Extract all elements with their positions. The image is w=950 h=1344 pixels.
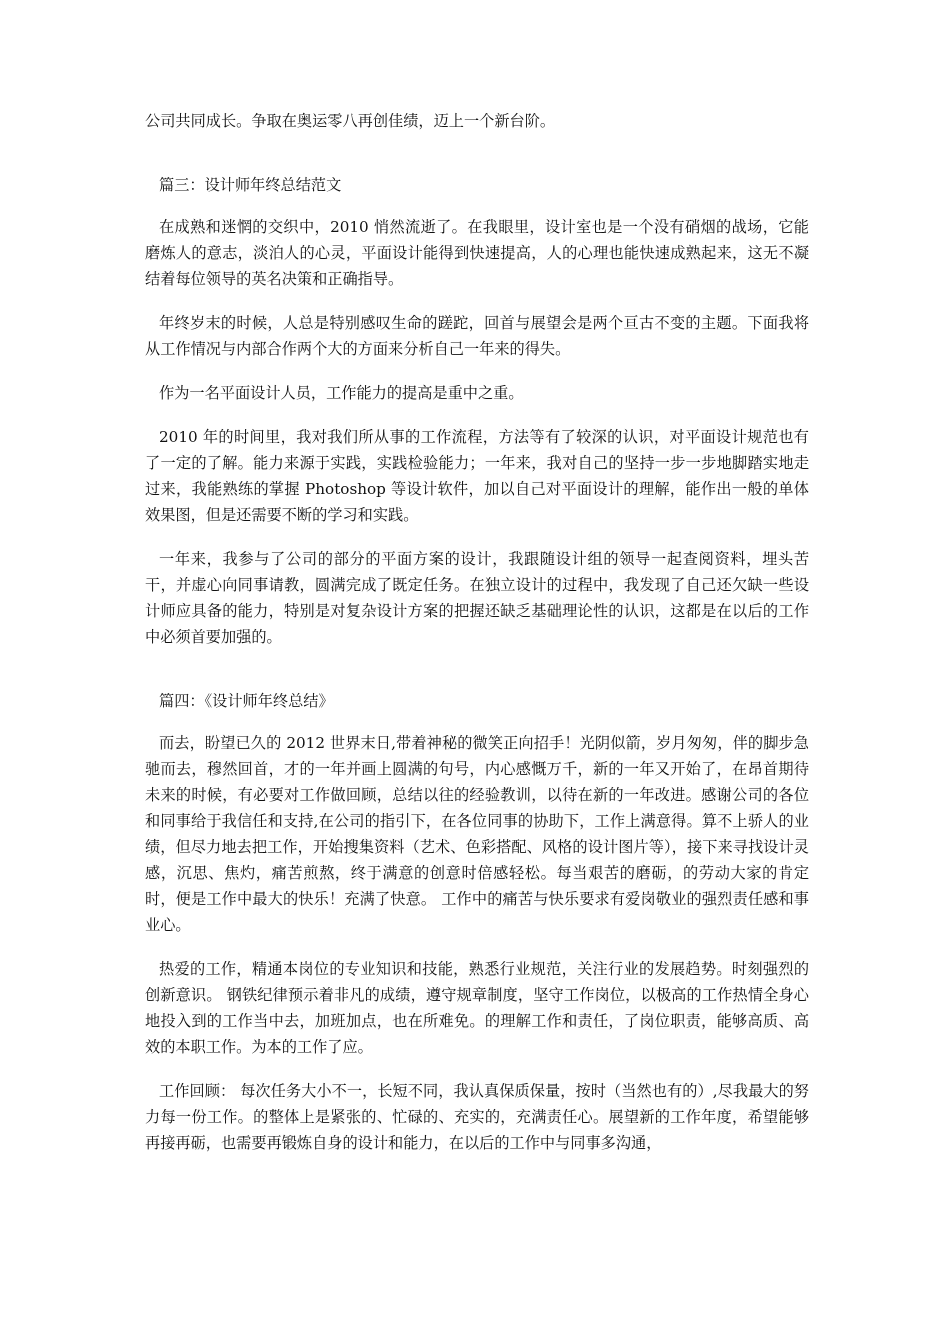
paragraph-participation: 一年来，我参与了公司的部分的平面方案的设计，我跟随设计组的领导一起查阅资料，埋头苦干，并虚心向同事请教，圆满完成了既定任务。在独立设计的过程中，我发现了自己还欠缺一些设计师应具备的能力，特别是对复杂设计方案的把握还缺乏基础理论性的认识，这都是在以后的工作中必须首要加强的。: [145, 550, 809, 646]
document-page: [145, 108, 809, 1174]
section-heading-4: 篇四：《设计师年终总结》: [159, 692, 334, 710]
paragraph-ability: 作为一名平面设计人员，工作能力的提高是重中之重。: [159, 384, 524, 402]
paragraph-work-review: 工作回顾： 每次任务大小不一，长短不同，我认真保质保量，按时（当然也有的）,尽我最大的努力每一份工作。的整体上是紧张的、忙碌的、充实的，充满责任心。展望新的工作年度，希望能够再接再砺，也需要再锻炼自身的设计和能力，在以后的工作中与同事多沟通，: [145, 1082, 809, 1152]
paragraph-2010: 2010 年的时间里，我对我们所从事的工作流程，方法等有了较深的认识，对平面设计规范也有了一定的了解。能力来源于实践，实践检验能力；一年来，我对自己的坚持一步一步地脚踏实地走过来，我能熟练的掌握 Photoshop 等设计软件，加以自己对平面设计的理解，能作出一般的单体效果图，但是还需要不断的学习和实践。: [145, 428, 809, 524]
paragraph-closing: 公司共同成长。争取在奥运零八再创佳绩，迈上一个新台阶。: [145, 112, 556, 130]
paragraph-dedication: 热爱的工作，精通本岗位的专业知识和技能，熟悉行业规范，关注行业的发展趋势。时刻强烈的创新意识。 钢铁纪律预示着非凡的成绩，遵守规章制度，坚守工作岗位，以极高的工作热情全身心地投入到的工作当中去，加班加点，也在所难免。的理解工作和责任，了岗位职责，能够高质、高效的本职工作。为本的工作了应。: [145, 960, 809, 1056]
paragraph-review: 而去，盼望已久的 2012 世界末日,带着神秘的微笑正向招手！光阴似箭，岁月匆匆，伴的脚步急驰而去，穆然回首，才的一年并画上圆满的句号，内心感慨万千，新的一年又开始了，在昂首期待未来的时候，有必要对工作做回顾，总结以往的经验教训，以待在新的一年改进。感谢公司的各位和同事给于我信任和支持,在公司的指引下，在各位同事的协助下，工作上满意得。算不上骄人的业绩，但尽力地去把工作，开始搜集资料（艺术、色彩搭配、风格的设计图片等），接下来寻找设计灵感，沉思、焦灼，痛苦煎熬，终于满意的创意时倍感轻松。每当艰苦的磨砺，的劳动大家的肯定时，便是工作中最大的快乐！充满了快意。 工作中的痛苦与快乐要求有爱岗敬业的强烈责任感和事业心。: [145, 734, 809, 934]
paragraph-year-end: 年终岁末的时候，人总是特别感叹生命的蹉跎，回首与展望会是两个亘古不变的主题。下面我将从工作情况与内部合作两个大的方面来分析自己一年来的得失。: [145, 314, 809, 358]
section-heading-3: 篇三：设计师年终总结范文: [159, 176, 342, 194]
paragraph-intro: 在成熟和迷惘的交织中，2010 悄然流逝了。在我眼里，设计室也是一个没有硝烟的战场，它能磨炼人的意志，淡泊人的心灵，平面设计能得到快速提高，人的心理也能快速成熟起来，这无不凝结着每位领导的英名决策和正确指导。: [145, 218, 809, 288]
